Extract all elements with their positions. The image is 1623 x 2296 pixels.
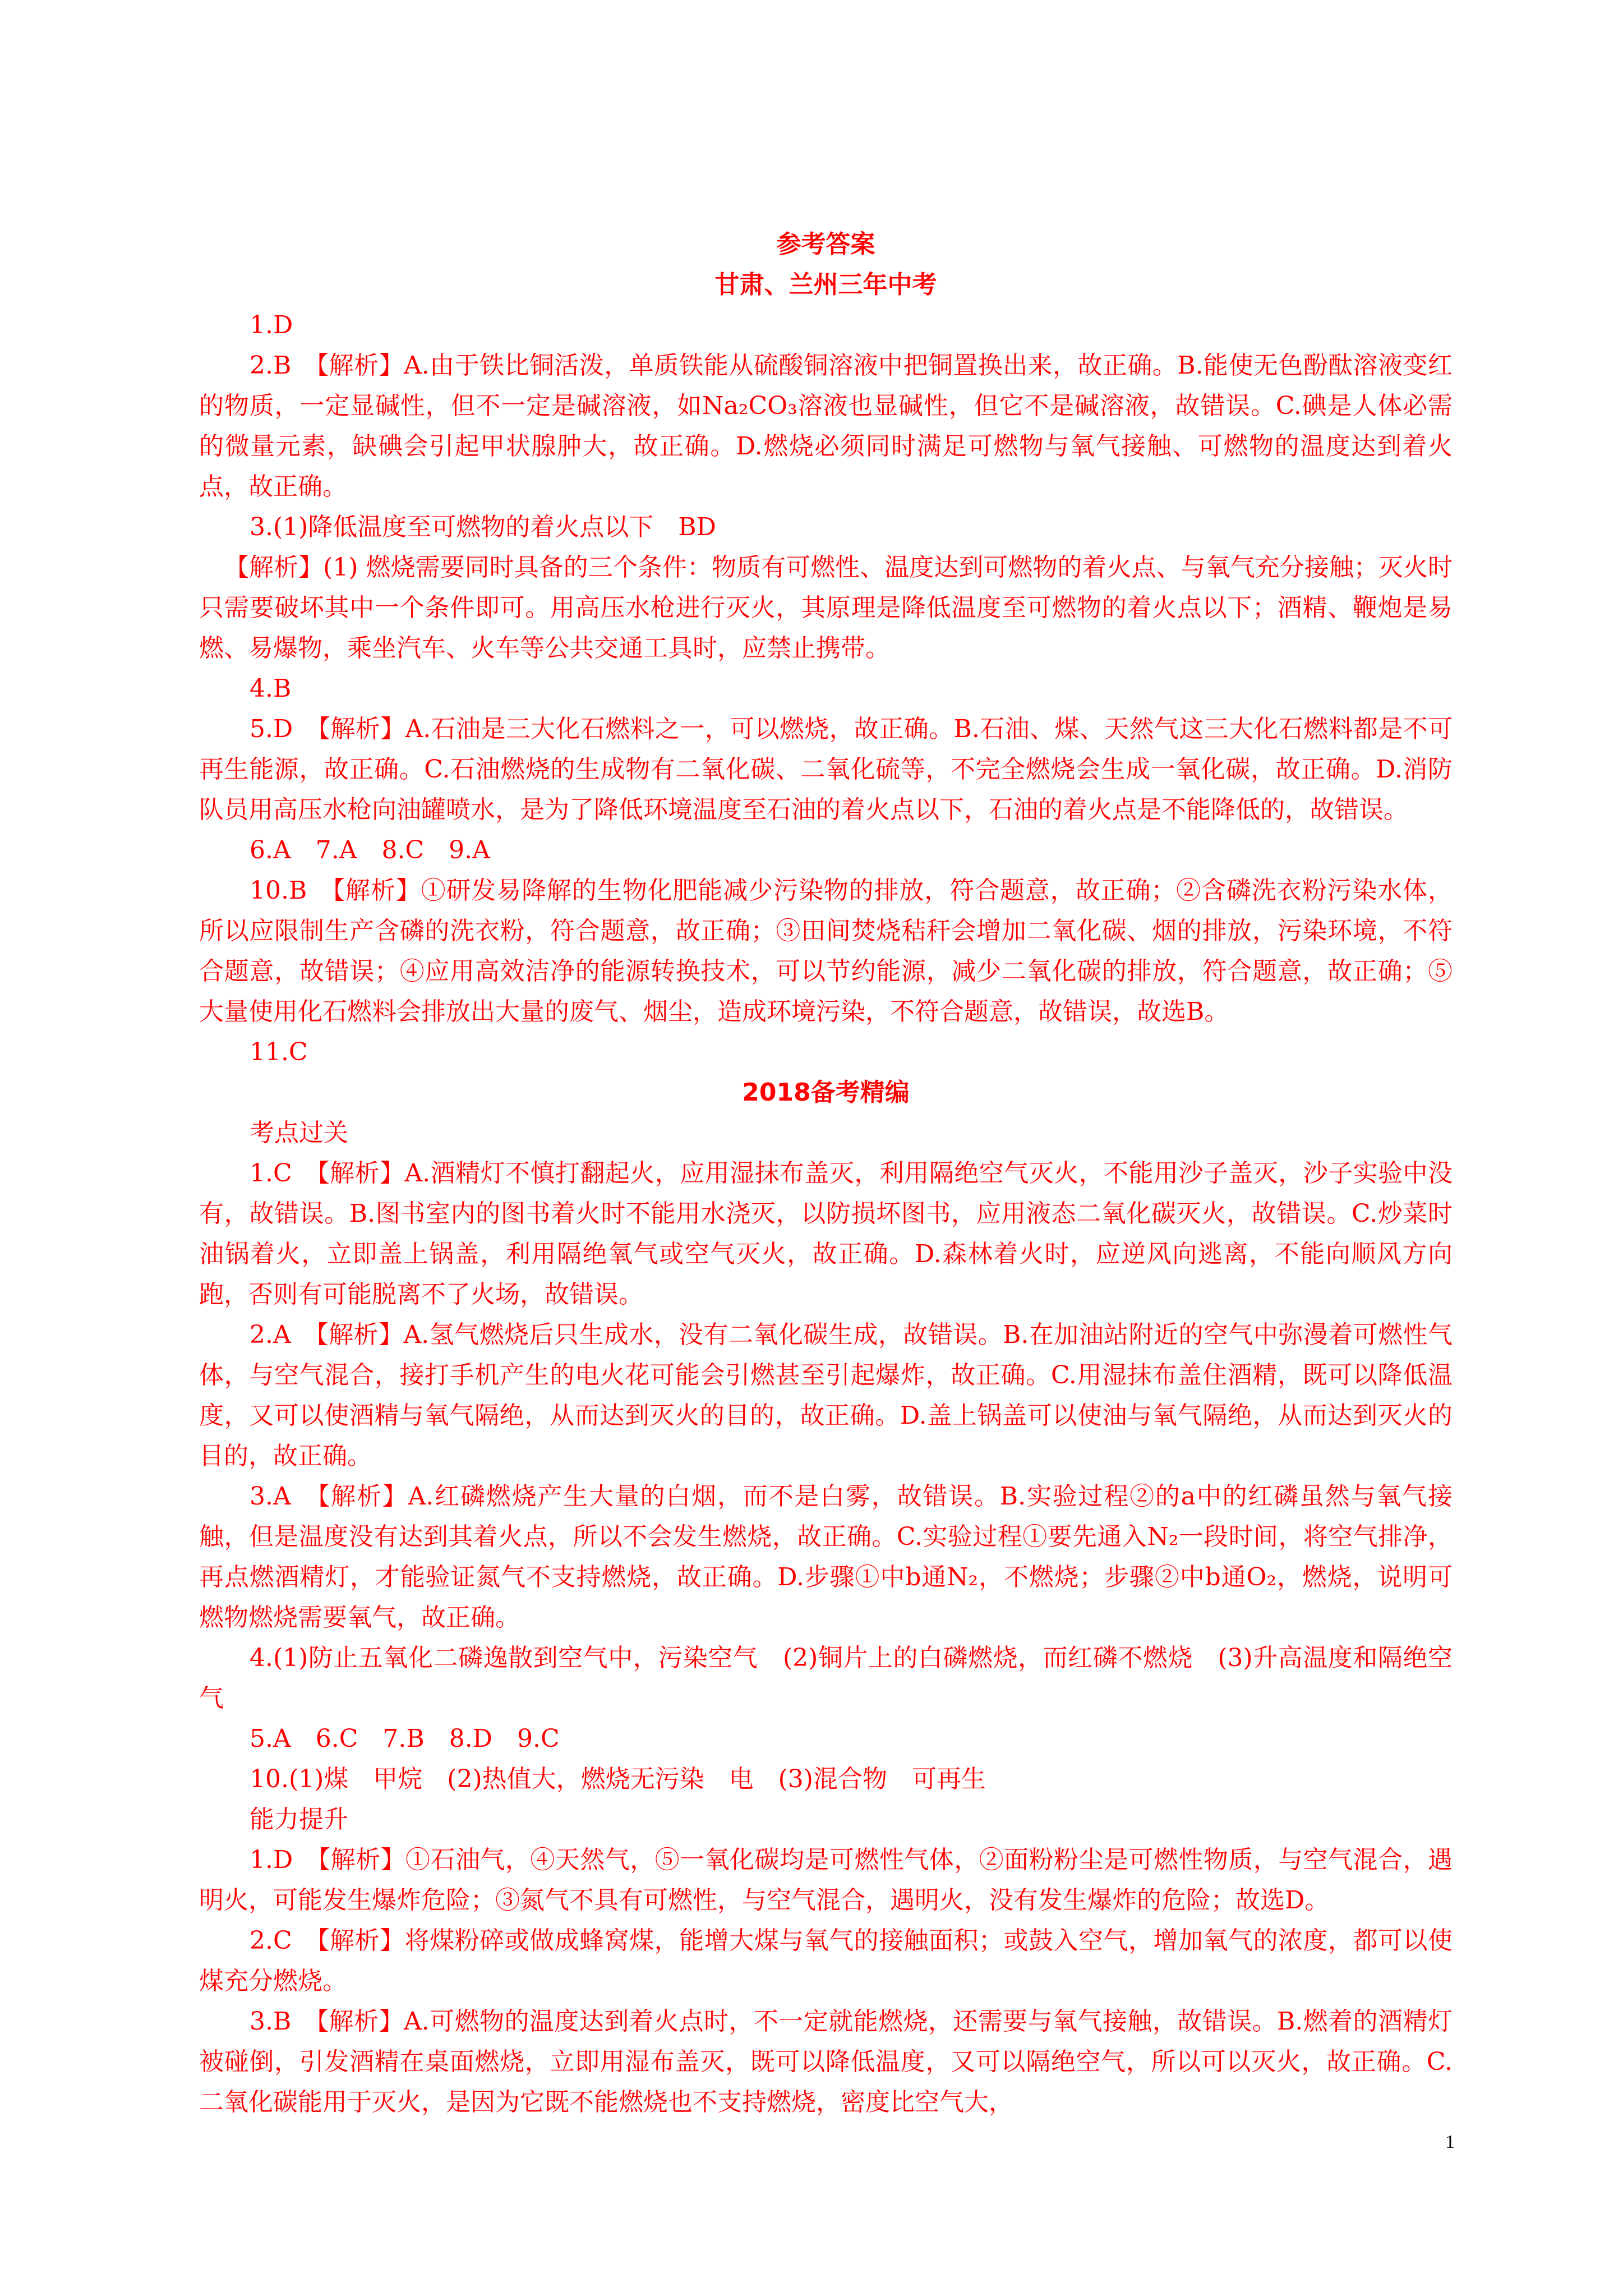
subsection-title-kaodian: 考点过关 xyxy=(250,1119,348,1147)
answer-s1-4: 4.B xyxy=(250,674,292,703)
answer-s1-6-9: 6.A 7.A 8.C 9.A xyxy=(250,836,490,864)
answer-s1-2: 2.B 【解析】A.由于铁比铜活泼，单质铁能从硫酸铜溶液中把铜置换出来，故正确。B.能使无色酚酞溶液变红的物质，一定显碱性，但不一定是碱溶液，如Na₂CO₃溶液也显碱性，但它不是碱溶液，故错误。C.碘是人体必需的微量元素，缺碘会引起甲状腺肿大，故正确。D.燃烧必须同时满足可燃物与氧气接触、可燃物的温度达到着火点，故正确。 xyxy=(199,351,1453,501)
answer-s2b-1: 1.D 【解析】①石油气，④天然气，⑤一氧化碳均是可燃性气体，②面粉粉尘是可燃性物质，与空气混合，遇明火，可能发生爆炸危险；③氮气不具有可燃性，与空气混合，遇明火，没有发生爆炸的危险；故选D。 xyxy=(199,1846,1453,1915)
answer-s2a-10: 10.(1)煤 甲烷 (2)热值大，燃烧无污染 电 (3)混合物 可再生 xyxy=(250,1765,986,1793)
answer-content xyxy=(199,224,1453,2123)
answer-s1-10: 10.B 【解析】①研发易降解的生物化肥能减少污染物的排放，符合题意，故正确；②含磷洗衣粉污染水体，所以应限制生产含磷的洗衣粉，符合题意，故正确；③田间焚烧秸秆会增加二氧化碳、烟的排放，污染环境，不符合题意，故错误；④应用高效洁净的能源转换技术，可以节约能源，减少二氧化碳的排放，符合题意，故正确；⑤大量使用化石燃料会排放出大量的废气、烟尘，造成环境污染，不符合题意，故错误，故选B。 xyxy=(199,876,1453,1026)
section-title-2018: 2018备考精编 xyxy=(742,1078,910,1107)
answer-s2a-2: 2.A 【解析】A.氢气燃烧后只生成水，没有二氧化碳生成，故错误。B.在加油站附近的空气中弥漫着可燃性气体，与空气混合，接打手机产生的电火花可能会引燃甚至引起爆炸，故正确。C.用湿抹布盖住酒精，既可以降低温度，又可以使酒精与氧气隔绝，从而达到灭火的目的，故正确。D.盖上锅盖可以使油与氧气隔绝，从而达到灭火的目的，故正确。 xyxy=(199,1320,1453,1470)
answer-s1-11: 11.C xyxy=(250,1038,308,1066)
section-title-gansu: 甘肃、兰州三年中考 xyxy=(714,270,937,299)
answer-s2b-2: 2.C 【解析】将煤粉碎或做成蜂窝煤，能增大煤与氧气的接触面积；或鼓入空气，增加氧气的浓度，都可以使煤充分燃烧。 xyxy=(199,1926,1453,1995)
page-number: 1 xyxy=(1445,2132,1455,2152)
answer-s2a-5-9: 5.A 6.C 7.B 8.D 9.C xyxy=(250,1724,560,1753)
answer-s1-1: 1.D xyxy=(250,311,293,339)
subsection-title-nengli: 能力提升 xyxy=(250,1805,348,1834)
answer-s1-3-analysis: 【解析】(1) 燃烧需要同时具备的三个条件：物质有可燃性、温度达到可燃物的着火点、与氧气充分接触；灭火时只需要破坏其中一个条件即可。用高压水枪进行灭火，其原理是降低温度至可燃物的着火点以下；酒精、鞭炮是易燃、易爆物，乘坐汽车、火车等公共交通工具时，应禁止携带。 xyxy=(199,553,1453,662)
answer-s2a-1: 1.C 【解析】A.酒精灯不慎打翻起火，应用湿抹布盖灭，利用隔绝空气灭火，不能用沙子盖灭，沙子实验中没有，故错误。B.图书室内的图书着火时不能用水浇灭，以防损坏图书，应用液态二氧化碳灭火，故错误。C.炒菜时油锅着火，立即盖上锅盖，利用隔绝氧气或空气灭火，故正确。D.森林着火时，应逆风向逃离，不能向顺风方向跑，否则有可能脱离不了火场，故错误。 xyxy=(199,1159,1453,1309)
answer-s2a-3: 3.A 【解析】A.红磷燃烧产生大量的白烟，而不是白雾，故错误。B.实验过程②的a中的红磷虽然与氧气接触，但是温度没有达到其着火点，所以不会发生燃烧，故正确。C.实验过程①要先通入N₂一段时间，将空气排净，再点燃酒精灯，才能验证氮气不支持燃烧，故正确。D.步骤①中b通N₂，不燃烧；步骤②中b通O₂，燃烧，说明可燃物燃烧需要氧气，故正确。 xyxy=(199,1482,1453,1632)
answer-s2a-4: 4.(1)防止五氧化二磷逸散到空气中，污染空气 (2)铜片上的白磷燃烧，而红磷不燃烧 (3)升高温度和隔绝空气 xyxy=(199,1644,1453,1713)
answer-s2b-3: 3.B 【解析】A.可燃物的温度达到着火点时，不一定就能燃烧，还需要与氧气接触，故错误。B.燃着的酒精灯被碰倒，引发酒精在桌面燃烧，立即用湿布盖灭，既可以降低温度，又可以隔绝空气，所以可以灭火，故正确。C.二氧化碳能用于灭火，是因为它既不能燃烧也不支持燃烧，密度比空气大， xyxy=(199,2007,1453,2116)
page-title: 参考答案 xyxy=(776,230,875,259)
answer-s1-3: 3.(1)降低温度至可燃物的着火点以下 BD xyxy=(250,513,716,541)
answer-s1-5: 5.D 【解析】A.石油是三大化石燃料之一，可以燃烧，故正确。B.石油、煤、天然气这三大化石燃料都是不可再生能源，故正确。C.石油燃烧的生成物有二氧化碳、二氧化硫等，不完全燃烧会生成一氧化碳，故正确。D.消防队员用高压水枪向油罐喷水，是为了降低环境温度至石油的着火点以下，石油的着火点是不能降低的，故错误。 xyxy=(199,715,1453,824)
